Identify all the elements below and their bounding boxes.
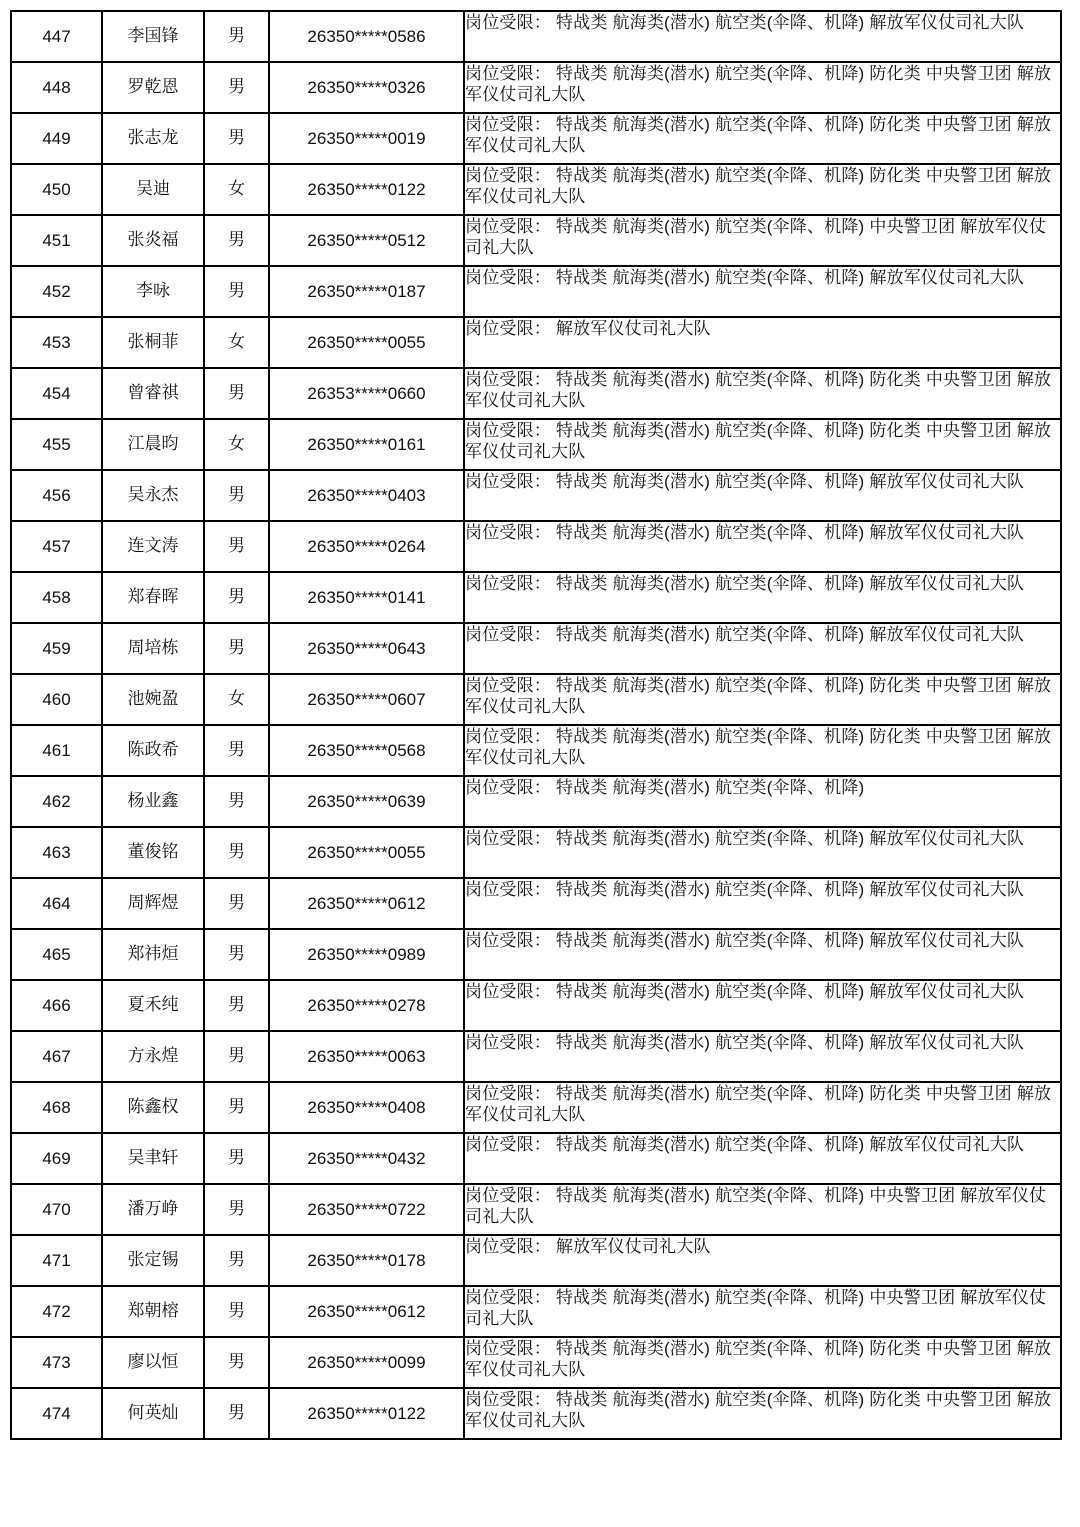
gender-cell: 男 bbox=[204, 725, 269, 776]
row-number-cell: 470 bbox=[11, 1184, 102, 1235]
table-row bbox=[11, 623, 1061, 674]
name-cell: 李咏 bbox=[102, 266, 204, 317]
name-cell: 张定锡 bbox=[102, 1235, 204, 1286]
restriction-note-cell: 岗位受限： 特战类 航海类(潜水) 航空类(伞降、机降) 防化类 中央警卫团 解放军仪仗司礼大队 bbox=[464, 674, 1061, 725]
table-row bbox=[11, 1235, 1061, 1286]
id-number-cell: 26350*****0512 bbox=[269, 215, 464, 266]
table-row bbox=[11, 827, 1061, 878]
gender-cell: 男 bbox=[204, 980, 269, 1031]
table-row bbox=[11, 1133, 1061, 1184]
name-cell: 郑朝榕 bbox=[102, 1286, 204, 1337]
restriction-note-cell: 岗位受限： 特战类 航海类(潜水) 航空类(伞降、机降) bbox=[464, 776, 1061, 827]
gender-cell: 女 bbox=[204, 419, 269, 470]
row-number-cell: 449 bbox=[11, 113, 102, 164]
table-row bbox=[11, 725, 1061, 776]
gender-cell: 男 bbox=[204, 929, 269, 980]
id-number-cell: 26350*****0639 bbox=[269, 776, 464, 827]
table-row bbox=[11, 62, 1061, 113]
table-row bbox=[11, 521, 1061, 572]
id-number-cell: 26350*****0568 bbox=[269, 725, 464, 776]
gender-cell: 男 bbox=[204, 62, 269, 113]
name-cell: 夏禾纯 bbox=[102, 980, 204, 1031]
id-number-cell: 26350*****0607 bbox=[269, 674, 464, 725]
roster-table bbox=[10, 10, 1062, 1440]
table-row bbox=[11, 1082, 1061, 1133]
name-cell: 曾睿祺 bbox=[102, 368, 204, 419]
table-row bbox=[11, 419, 1061, 470]
id-number-cell: 26350*****0122 bbox=[269, 1388, 464, 1439]
gender-cell: 男 bbox=[204, 1337, 269, 1388]
row-number-cell: 451 bbox=[11, 215, 102, 266]
table-row bbox=[11, 929, 1061, 980]
row-number-cell: 460 bbox=[11, 674, 102, 725]
restriction-note-cell: 岗位受限： 特战类 航海类(潜水) 航空类(伞降、机降) 中央警卫团 解放军仪仗司礼大队 bbox=[464, 1286, 1061, 1337]
name-cell: 吴永杰 bbox=[102, 470, 204, 521]
gender-cell: 男 bbox=[204, 827, 269, 878]
restriction-note-cell: 岗位受限： 特战类 航海类(潜水) 航空类(伞降、机降) 防化类 中央警卫团 解放军仪仗司礼大队 bbox=[464, 368, 1061, 419]
table-row bbox=[11, 470, 1061, 521]
id-number-cell: 26350*****0586 bbox=[269, 11, 464, 62]
id-number-cell: 26350*****0612 bbox=[269, 1286, 464, 1337]
row-number-cell: 455 bbox=[11, 419, 102, 470]
name-cell: 连文涛 bbox=[102, 521, 204, 572]
id-number-cell: 26350*****0055 bbox=[269, 827, 464, 878]
restriction-note-cell: 岗位受限： 特战类 航海类(潜水) 航空类(伞降、机降) 解放军仪仗司礼大队 bbox=[464, 470, 1061, 521]
row-number-cell: 469 bbox=[11, 1133, 102, 1184]
restriction-note-cell: 岗位受限： 特战类 航海类(潜水) 航空类(伞降、机降) 防化类 中央警卫团 解放军仪仗司礼大队 bbox=[464, 419, 1061, 470]
id-number-cell: 26350*****0187 bbox=[269, 266, 464, 317]
name-cell: 陈政希 bbox=[102, 725, 204, 776]
row-number-cell: 461 bbox=[11, 725, 102, 776]
gender-cell: 女 bbox=[204, 674, 269, 725]
restriction-note-cell: 岗位受限： 特战类 航海类(潜水) 航空类(伞降、机降) 中央警卫团 解放军仪仗司礼大队 bbox=[464, 1184, 1061, 1235]
table-row bbox=[11, 1184, 1061, 1235]
id-number-cell: 26353*****0660 bbox=[269, 368, 464, 419]
row-number-cell: 452 bbox=[11, 266, 102, 317]
gender-cell: 女 bbox=[204, 317, 269, 368]
name-cell: 罗乾恩 bbox=[102, 62, 204, 113]
id-number-cell: 26350*****0278 bbox=[269, 980, 464, 1031]
id-number-cell: 26350*****0141 bbox=[269, 572, 464, 623]
row-number-cell: 448 bbox=[11, 62, 102, 113]
restriction-note-cell: 岗位受限： 特战类 航海类(潜水) 航空类(伞降、机降) 解放军仪仗司礼大队 bbox=[464, 11, 1061, 62]
id-number-cell: 26350*****0989 bbox=[269, 929, 464, 980]
gender-cell: 男 bbox=[204, 1286, 269, 1337]
name-cell: 潘万峥 bbox=[102, 1184, 204, 1235]
row-number-cell: 462 bbox=[11, 776, 102, 827]
id-number-cell: 26350*****0612 bbox=[269, 878, 464, 929]
id-number-cell: 26350*****0326 bbox=[269, 62, 464, 113]
id-number-cell: 26350*****0432 bbox=[269, 1133, 464, 1184]
restriction-note-cell: 岗位受限： 特战类 航海类(潜水) 航空类(伞降、机降) 解放军仪仗司礼大队 bbox=[464, 827, 1061, 878]
row-number-cell: 463 bbox=[11, 827, 102, 878]
name-cell: 江晨昀 bbox=[102, 419, 204, 470]
restriction-note-cell: 岗位受限： 特战类 航海类(潜水) 航空类(伞降、机降) 解放军仪仗司礼大队 bbox=[464, 929, 1061, 980]
row-number-cell: 471 bbox=[11, 1235, 102, 1286]
gender-cell: 男 bbox=[204, 1133, 269, 1184]
table-row bbox=[11, 1337, 1061, 1388]
row-number-cell: 457 bbox=[11, 521, 102, 572]
gender-cell: 男 bbox=[204, 113, 269, 164]
gender-cell: 男 bbox=[204, 1184, 269, 1235]
table-row bbox=[11, 113, 1061, 164]
table-row bbox=[11, 776, 1061, 827]
id-number-cell: 26350*****0055 bbox=[269, 317, 464, 368]
restriction-note-cell: 岗位受限： 解放军仪仗司礼大队 bbox=[464, 317, 1061, 368]
name-cell: 方永煌 bbox=[102, 1031, 204, 1082]
restriction-note-cell: 岗位受限： 特战类 航海类(潜水) 航空类(伞降、机降) 解放军仪仗司礼大队 bbox=[464, 572, 1061, 623]
row-number-cell: 447 bbox=[11, 11, 102, 62]
gender-cell: 女 bbox=[204, 164, 269, 215]
id-number-cell: 26350*****0161 bbox=[269, 419, 464, 470]
row-number-cell: 464 bbox=[11, 878, 102, 929]
restriction-note-cell: 岗位受限： 特战类 航海类(潜水) 航空类(伞降、机降) 防化类 中央警卫团 解放军仪仗司礼大队 bbox=[464, 1337, 1061, 1388]
gender-cell: 男 bbox=[204, 1388, 269, 1439]
restriction-note-cell: 岗位受限： 特战类 航海类(潜水) 航空类(伞降、机降) 防化类 中央警卫团 解放军仪仗司礼大队 bbox=[464, 1082, 1061, 1133]
id-number-cell: 26350*****0403 bbox=[269, 470, 464, 521]
table-row bbox=[11, 572, 1061, 623]
table-row bbox=[11, 980, 1061, 1031]
restriction-note-cell: 岗位受限： 特战类 航海类(潜水) 航空类(伞降、机降) 防化类 中央警卫团 解放军仪仗司礼大队 bbox=[464, 725, 1061, 776]
table-row bbox=[11, 368, 1061, 419]
row-number-cell: 465 bbox=[11, 929, 102, 980]
name-cell: 李国锋 bbox=[102, 11, 204, 62]
gender-cell: 男 bbox=[204, 1031, 269, 1082]
restriction-note-cell: 岗位受限： 特战类 航海类(潜水) 航空类(伞降、机降) 解放军仪仗司礼大队 bbox=[464, 623, 1061, 674]
name-cell: 郑祎烜 bbox=[102, 929, 204, 980]
gender-cell: 男 bbox=[204, 572, 269, 623]
restriction-note-cell: 岗位受限： 特战类 航海类(潜水) 航空类(伞降、机降) 防化类 中央警卫团 解放军仪仗司礼大队 bbox=[464, 113, 1061, 164]
name-cell: 陈鑫权 bbox=[102, 1082, 204, 1133]
id-number-cell: 26350*****0063 bbox=[269, 1031, 464, 1082]
name-cell: 杨业鑫 bbox=[102, 776, 204, 827]
name-cell: 张志龙 bbox=[102, 113, 204, 164]
row-number-cell: 474 bbox=[11, 1388, 102, 1439]
id-number-cell: 26350*****0122 bbox=[269, 164, 464, 215]
row-number-cell: 473 bbox=[11, 1337, 102, 1388]
table-row bbox=[11, 1388, 1061, 1439]
row-number-cell: 450 bbox=[11, 164, 102, 215]
id-number-cell: 26350*****0264 bbox=[269, 521, 464, 572]
table-row bbox=[11, 164, 1061, 215]
gender-cell: 男 bbox=[204, 623, 269, 674]
table-row bbox=[11, 1286, 1061, 1337]
id-number-cell: 26350*****0099 bbox=[269, 1337, 464, 1388]
id-number-cell: 26350*****0408 bbox=[269, 1082, 464, 1133]
row-number-cell: 472 bbox=[11, 1286, 102, 1337]
restriction-note-cell: 岗位受限： 特战类 航海类(潜水) 航空类(伞降、机降) 防化类 中央警卫团 解放军仪仗司礼大队 bbox=[464, 164, 1061, 215]
table-row bbox=[11, 317, 1061, 368]
table-row bbox=[11, 266, 1061, 317]
name-cell: 董俊铭 bbox=[102, 827, 204, 878]
name-cell: 吴迪 bbox=[102, 164, 204, 215]
gender-cell: 男 bbox=[204, 1235, 269, 1286]
id-number-cell: 26350*****0722 bbox=[269, 1184, 464, 1235]
table-row bbox=[11, 1031, 1061, 1082]
name-cell: 张桐菲 bbox=[102, 317, 204, 368]
name-cell: 何英灿 bbox=[102, 1388, 204, 1439]
table-row bbox=[11, 878, 1061, 929]
row-number-cell: 468 bbox=[11, 1082, 102, 1133]
restriction-note-cell: 岗位受限： 特战类 航海类(潜水) 航空类(伞降、机降) 中央警卫团 解放军仪仗司礼大队 bbox=[464, 215, 1061, 266]
gender-cell: 男 bbox=[204, 215, 269, 266]
gender-cell: 男 bbox=[204, 776, 269, 827]
name-cell: 郑春晖 bbox=[102, 572, 204, 623]
restriction-note-cell: 岗位受限： 特战类 航海类(潜水) 航空类(伞降、机降) 解放军仪仗司礼大队 bbox=[464, 1133, 1061, 1184]
row-number-cell: 458 bbox=[11, 572, 102, 623]
name-cell: 池婉盈 bbox=[102, 674, 204, 725]
row-number-cell: 467 bbox=[11, 1031, 102, 1082]
row-number-cell: 453 bbox=[11, 317, 102, 368]
name-cell: 周辉煜 bbox=[102, 878, 204, 929]
table-row bbox=[11, 215, 1061, 266]
restriction-note-cell: 岗位受限： 特战类 航海类(潜水) 航空类(伞降、机降) 解放军仪仗司礼大队 bbox=[464, 521, 1061, 572]
gender-cell: 男 bbox=[204, 521, 269, 572]
id-number-cell: 26350*****0019 bbox=[269, 113, 464, 164]
gender-cell: 男 bbox=[204, 470, 269, 521]
name-cell: 吴聿轩 bbox=[102, 1133, 204, 1184]
name-cell: 周培栋 bbox=[102, 623, 204, 674]
restriction-note-cell: 岗位受限： 特战类 航海类(潜水) 航空类(伞降、机降) 解放军仪仗司礼大队 bbox=[464, 1031, 1061, 1082]
row-number-cell: 466 bbox=[11, 980, 102, 1031]
table-row bbox=[11, 674, 1061, 725]
restriction-note-cell: 岗位受限： 特战类 航海类(潜水) 航空类(伞降、机降) 防化类 中央警卫团 解放军仪仗司礼大队 bbox=[464, 1388, 1061, 1439]
restriction-note-cell: 岗位受限： 特战类 航海类(潜水) 航空类(伞降、机降) 解放军仪仗司礼大队 bbox=[464, 266, 1061, 317]
gender-cell: 男 bbox=[204, 1082, 269, 1133]
gender-cell: 男 bbox=[204, 368, 269, 419]
name-cell: 廖以恒 bbox=[102, 1337, 204, 1388]
row-number-cell: 456 bbox=[11, 470, 102, 521]
gender-cell: 男 bbox=[204, 878, 269, 929]
gender-cell: 男 bbox=[204, 11, 269, 62]
roster-body bbox=[11, 11, 1061, 1439]
row-number-cell: 454 bbox=[11, 368, 102, 419]
restriction-note-cell: 岗位受限： 特战类 航海类(潜水) 航空类(伞降、机降) 解放军仪仗司礼大队 bbox=[464, 980, 1061, 1031]
row-number-cell: 459 bbox=[11, 623, 102, 674]
name-cell: 张炎福 bbox=[102, 215, 204, 266]
table-row bbox=[11, 11, 1061, 62]
gender-cell: 男 bbox=[204, 266, 269, 317]
restriction-note-cell: 岗位受限： 解放军仪仗司礼大队 bbox=[464, 1235, 1061, 1286]
id-number-cell: 26350*****0643 bbox=[269, 623, 464, 674]
restriction-note-cell: 岗位受限： 特战类 航海类(潜水) 航空类(伞降、机降) 解放军仪仗司礼大队 bbox=[464, 878, 1061, 929]
id-number-cell: 26350*****0178 bbox=[269, 1235, 464, 1286]
restriction-note-cell: 岗位受限： 特战类 航海类(潜水) 航空类(伞降、机降) 防化类 中央警卫团 解放军仪仗司礼大队 bbox=[464, 62, 1061, 113]
